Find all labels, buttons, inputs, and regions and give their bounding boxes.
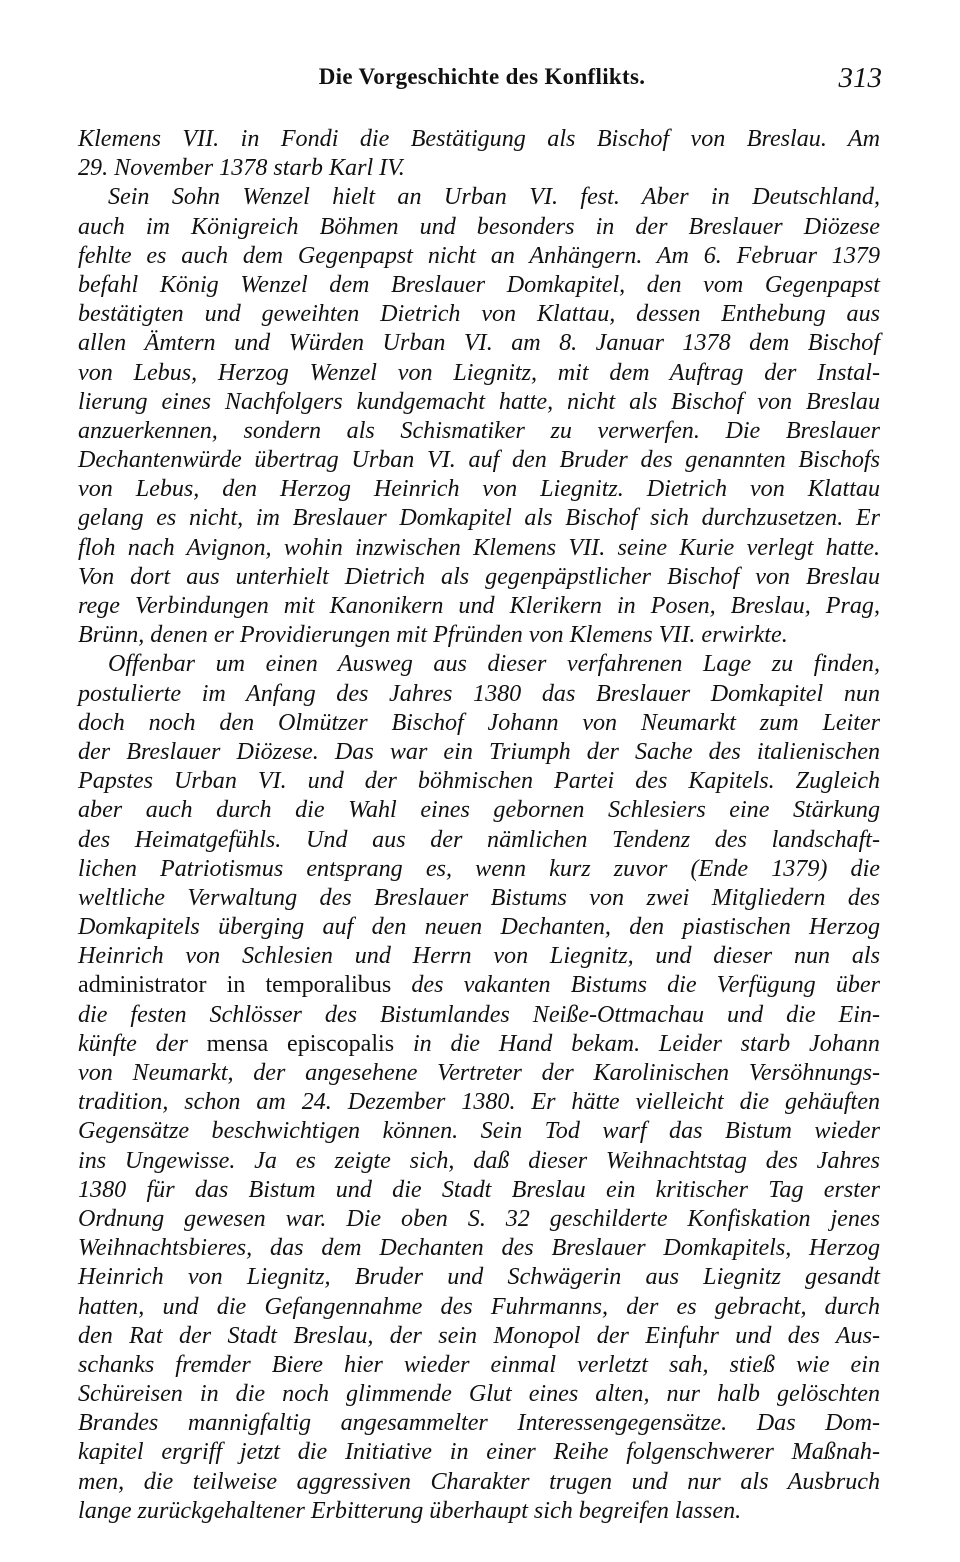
text-line: kapitel ergriff jetzt die Initiative in einer Reihe folgenschwerer Maßnah- bbox=[78, 1439, 880, 1466]
text-line: Sein Sohn Wenzel hielt an Urban VI. fest. Aber in Deutschland, bbox=[108, 184, 880, 211]
body-text bbox=[78, 125, 880, 1526]
text-line: schanks fremder Biere hier wieder einmal verletzt sah, stieß wie ein bbox=[78, 1351, 880, 1378]
text-line: Ordnung gewesen war. Die oben S. 32 geschilderte Konfiskation jenes bbox=[78, 1205, 880, 1232]
roman-phrase: administrator in temporalibus bbox=[78, 972, 392, 999]
text-line: 29. November 1378 starb Karl IV. bbox=[78, 155, 405, 182]
text-line: der Breslauer Diözese. Das war ein Triumph der Sache des italienischen bbox=[78, 738, 880, 765]
text-line: lichen Patriotismus entsprang es, wenn kurz zuvor (Ende 1379) die bbox=[78, 855, 880, 882]
text-line: fehlte es auch dem Gegenpapst nicht an Anhängern. Am 6. Februar 1379 bbox=[78, 242, 880, 269]
text-line: Weihnachtsbieres, das dem Dechanten des Breslauer Domkapitels, Herzog bbox=[78, 1235, 880, 1262]
text-line: aber auch durch die Wahl eines gebornen Schlesiers eine Stärkung bbox=[78, 797, 880, 824]
text-line: Heinrich von Liegnitz, Bruder und Schwägerin aus Liegnitz gesandt bbox=[78, 1264, 880, 1291]
text-line: Papstes Urban VI. und der böhmischen Partei des Kapitels. Zugleich bbox=[78, 768, 880, 795]
text-line: men, die teilweise aggressiven Charakter trugen und nur als Ausbruch bbox=[78, 1468, 880, 1495]
text-line: Dechantenwürde übertrag Urban VI. auf den Bruder des genannten Bischofs bbox=[78, 447, 880, 474]
text-line: 1380 für das Bistum und die Stadt Breslau ein kritischer Tag erster bbox=[78, 1176, 880, 1203]
text-line: Offenbar um einen Ausweg aus dieser verfahrenen Lage zu finden, bbox=[108, 651, 880, 678]
text-line: ins Ungewisse. Ja es zeigte sich, daß dieser Weihnachtstag des Jahres bbox=[78, 1147, 880, 1174]
running-head bbox=[82, 62, 882, 102]
text-line: allen Ämtern und Würden Urban VI. am 8. Januar 1378 dem Bischof bbox=[78, 330, 880, 357]
text-line: rege Verbindungen mit Kanonikern und Klerikern in Posen, Breslau, Prag, bbox=[78, 593, 880, 619]
text-line: Von dort aus unterhielt Dietrich als gegenpäpstlicher Bischof von Breslau bbox=[78, 563, 880, 590]
text-line: Klemens VII. in Fondi die Bestätigung als Bischof von Breslau. Am bbox=[78, 126, 880, 152]
text-line: den Rat der Stadt Breslau, der sein Monopol der Einfuhr und des Aus- bbox=[78, 1322, 880, 1349]
page-number: 313 bbox=[838, 62, 882, 94]
text-line: doch noch den Olmützer Bischof Johann von Neumarkt zum Leiter bbox=[78, 709, 880, 736]
text-line: von Lebus, Herzog Wenzel von Liegnitz, mit dem Auftrag der Instal- bbox=[78, 359, 880, 386]
text-line: gelang es nicht, im Breslauer Domkapitel als Bischof sich durchzusetzen. Er bbox=[78, 505, 880, 532]
text-line: anzuerkennen, sondern als Schismatiker zu verwerfen. Die Breslauer bbox=[78, 417, 880, 444]
text-line: hatten, und die Gefangennahme des Fuhrmanns, der es gebracht, durch bbox=[78, 1293, 880, 1320]
text-line: von Neumarkt, der angesehene Vertreter der Karolinischen Versöhnungs- bbox=[78, 1060, 880, 1086]
text-line: lange zurückgehaltener Erbitterung überhaupt sich begreifen lassen. bbox=[78, 1497, 742, 1524]
text-line: administrator in temporalibus des vakanten Bistums die Verfügung über bbox=[78, 972, 880, 999]
roman-phrase: mensa episcopalis bbox=[206, 1030, 395, 1057]
text-line: Brandes mannigfaltig angesammelter Interessengegensätze. Das Dom- bbox=[78, 1410, 880, 1437]
text-line: bestätigten und geweihten Dietrich von Klattau, dessen Enthebung aus bbox=[78, 301, 880, 328]
text-line: des Heimatgefühls. Und aus der nämlichen Tendenz des landschaft- bbox=[78, 826, 880, 853]
text-line: Schüreisen in die noch glimmende Glut eines alten, nur halb gelöschten bbox=[78, 1381, 880, 1408]
text-line: Brünn, denen er Providierungen mit Pfründen von Klemens VII. erwirkte. bbox=[78, 622, 788, 649]
text-line: weltliche Verwaltung des Breslauer Bistums von zwei Mitgliedern des bbox=[78, 884, 880, 911]
text-line: Domkapitels überging auf den neuen Dechanten, den piastischen Herzog bbox=[78, 914, 880, 941]
text-line: künfte der mensa episcopalis in die Hand bekam. Leider starb Johann bbox=[78, 1030, 880, 1057]
text-line: lierung eines Nachfolgers kundgemacht hatte, nicht als Bischof von Breslau bbox=[78, 388, 880, 415]
running-head-title: Die Vorgeschichte des Konflikts. bbox=[318, 64, 646, 89]
text-line: Heinrich von Schlesien und Herrn von Liegnitz, und dieser nun als bbox=[78, 943, 880, 970]
text-line: postulierte im Anfang des Jahres 1380 das Breslauer Domkapitel nun bbox=[78, 680, 880, 707]
text-line: Gegensätze beschwichtigen können. Sein Tod warf das Bistum wieder bbox=[78, 1118, 880, 1145]
text-line: tradition, schon am 24. Dezember 1380. Er hätte vielleicht die gehäuften bbox=[78, 1089, 880, 1116]
text-line: auch im Königreich Böhmen und besonders in der Breslauer Diözese bbox=[78, 213, 880, 240]
text-line: floh nach Avignon, wohin inzwischen Klemens VII. seine Kurie verlegt hatte. bbox=[78, 534, 880, 561]
text-line: die festen Schlösser des Bistumlandes Neiße-Ottmachau und die Ein- bbox=[78, 1001, 880, 1028]
text-line: von Lebus, den Herzog Heinrich von Liegnitz. Dietrich von Klattau bbox=[78, 476, 880, 503]
text-line: befahl König Wenzel dem Breslauer Domkapitel, den vom Gegenpapst bbox=[78, 271, 880, 298]
